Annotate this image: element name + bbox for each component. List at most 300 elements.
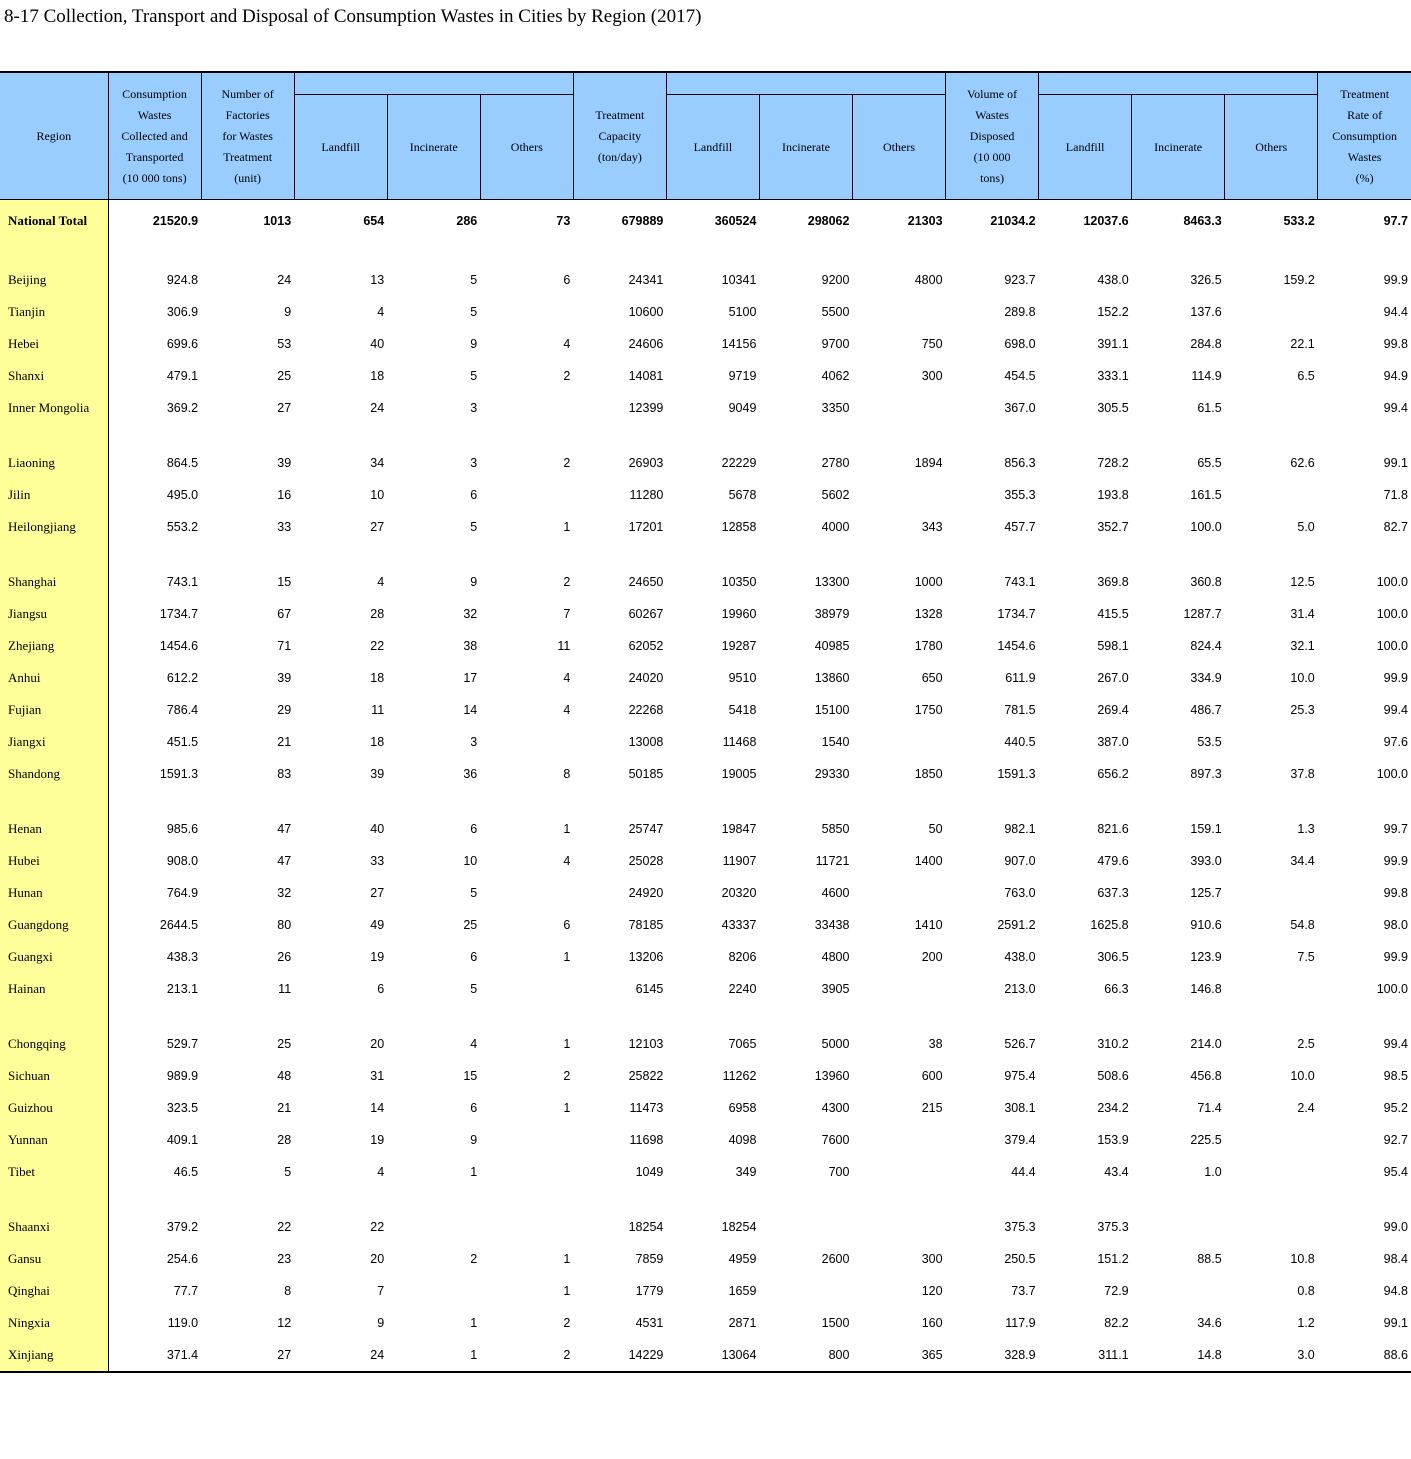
region-name: Inner Mongolia (0, 392, 108, 424)
table-row (0, 694, 1411, 726)
region-name: Guangxi (0, 941, 108, 973)
table-cell: 100.0 (1376, 607, 1408, 621)
table-cell: 99.1 (1383, 1316, 1408, 1330)
table-cell: 1454.6 (997, 639, 1036, 653)
table-cell: 24920 (628, 886, 664, 900)
table-row (0, 813, 1411, 845)
table-cell: 46.5 (173, 1165, 199, 1179)
table-cell: 479.6 (1097, 854, 1129, 868)
table-cell: 215 (921, 1101, 943, 1115)
table-cell: 71 (277, 639, 292, 653)
table-cell: 5500 (821, 305, 850, 319)
spacer-cell (294, 790, 387, 813)
header-line: Consumption (1332, 128, 1397, 143)
table-cell: 78185 (628, 918, 664, 932)
table-row (0, 296, 1411, 328)
table-cell: 387.0 (1097, 735, 1129, 749)
table-cell: 200 (921, 950, 943, 964)
header-region: Region (0, 72, 108, 200)
table-cell: 250.5 (1004, 1252, 1036, 1266)
table-row (0, 1060, 1411, 1092)
table-cell (759, 1211, 852, 1243)
table-cell: 13300 (814, 575, 850, 589)
table-cell: 3 (470, 735, 478, 749)
header-line: Factories (225, 107, 270, 122)
table-cell: 8463.3 (1183, 213, 1222, 228)
table-cell: 323.5 (166, 1101, 199, 1115)
table-cell (852, 973, 945, 1005)
table-cell: 438.0 (1004, 950, 1036, 964)
table-cell: 4 (563, 671, 571, 685)
table-cell: 9 (377, 1316, 385, 1330)
region-name: Liaoning (0, 447, 108, 479)
table-cell: 698.0 (1004, 337, 1036, 351)
header-line: Wastes (137, 107, 172, 122)
table-cell: 100.0 (1376, 982, 1408, 996)
table-cell: 62052 (628, 639, 664, 653)
table-cell: 114.9 (1191, 369, 1222, 383)
table-cell: 146.8 (1190, 982, 1222, 996)
table-cell: 415.5 (1097, 607, 1129, 621)
region-name: Ningxia (0, 1307, 108, 1339)
header-line: Wastes (975, 107, 1009, 122)
table-cell: 4 (377, 1165, 385, 1179)
table-cell: 5678 (728, 488, 757, 502)
table-row (0, 909, 1411, 941)
table-cell: 29330 (814, 767, 850, 781)
table-cell: 1894 (914, 456, 943, 470)
table-cell: 47 (277, 854, 292, 868)
table-cell: 15 (277, 575, 292, 589)
table-cell: 26903 (628, 456, 664, 470)
spacer-cell (201, 241, 294, 264)
table-cell: 9719 (728, 369, 757, 383)
header-line: Wastes (1347, 149, 1382, 164)
spacer-cell (108, 790, 201, 813)
table-cell: 99.9 (1383, 671, 1408, 685)
table-cell: 369.2 (166, 401, 199, 415)
table-cell: 598.1 (1097, 639, 1129, 653)
table-cell: 25822 (628, 1069, 664, 1083)
table-cell: 39 (277, 456, 292, 470)
table-cell: 100.0 (1190, 520, 1222, 534)
spacer-cell (480, 543, 573, 566)
table-cell: 743.1 (1004, 575, 1036, 589)
table-row (0, 1028, 1411, 1060)
table-cell: 533.2 (1283, 213, 1315, 228)
table-row (0, 360, 1411, 392)
region-name: Shaanxi (0, 1211, 108, 1243)
table-header (0, 72, 1411, 200)
header-capacity (573, 72, 666, 200)
table-cell: 824.4 (1190, 639, 1222, 653)
table-cell: 0.8 (1297, 1284, 1315, 1298)
header-disposed-others: Others (1225, 95, 1318, 200)
table-cell: 94.8 (1383, 1284, 1408, 1298)
table-cell: 6 (470, 488, 478, 502)
table-cell: 600 (921, 1069, 943, 1083)
spacer-cell (1318, 241, 1411, 264)
spacer-cell (294, 543, 387, 566)
table-cell: 1013 (263, 213, 292, 228)
header-line: Rate of (1347, 107, 1383, 122)
table-cell: 284.8 (1190, 337, 1222, 351)
table-cell: 5 (470, 273, 478, 287)
table-cell: 48 (277, 1069, 292, 1083)
table-cell: 44.4 (1011, 1165, 1036, 1179)
table-cell: 656.2 (1097, 767, 1129, 781)
spacer-cell (1132, 424, 1225, 447)
table-cell: 1400 (914, 854, 943, 868)
table-cell: 99.9 (1383, 854, 1408, 868)
table-cell: 100.0 (1376, 575, 1408, 589)
table-cell: 38 (463, 639, 478, 653)
spacer-cell (852, 1005, 945, 1028)
table-cell: 22 (277, 1220, 292, 1234)
table-cell: 10.0 (1290, 671, 1315, 685)
table-row (0, 1156, 1411, 1188)
table-cell: 4959 (728, 1252, 757, 1266)
header-line: for Wastes (222, 128, 273, 143)
table-cell: 7.5 (1297, 950, 1315, 964)
table-cell (1225, 392, 1318, 424)
table-cell: 17 (463, 671, 478, 685)
table-cell: 1780 (914, 639, 943, 653)
table-cell: 99.0 (1383, 1220, 1408, 1234)
table-cell: 6 (563, 918, 571, 932)
table-cell: 21 (277, 1101, 292, 1115)
spacer-cell (480, 1005, 573, 1028)
table-row (0, 598, 1411, 630)
spacer-cell (1318, 424, 1411, 447)
table-cell: 11468 (722, 735, 757, 749)
region-name: Jilin (0, 479, 108, 511)
spacer-cell (946, 543, 1039, 566)
table-cell: 781.5 (1004, 703, 1036, 717)
table-cell: 553.2 (166, 520, 199, 534)
header-line: Capacity (598, 128, 642, 143)
table-cell: 38 (928, 1037, 943, 1051)
table-cell: 4531 (635, 1316, 664, 1330)
spacer-cell (1132, 1188, 1225, 1211)
table-cell: 1 (470, 1316, 478, 1330)
table-cell: 1850 (914, 767, 943, 781)
spacer-cell (946, 424, 1039, 447)
table-cell (852, 1124, 945, 1156)
spacer-cell (1132, 1005, 1225, 1028)
table-cell (1225, 1124, 1318, 1156)
table-cell: 95.2 (1383, 1101, 1408, 1115)
table-cell: 13 (370, 273, 385, 287)
spacer-cell (1225, 1005, 1318, 1028)
table-cell: 286 (456, 213, 478, 228)
table-cell: 24341 (628, 273, 664, 287)
table-cell (852, 1211, 945, 1243)
table-row (0, 392, 1411, 424)
spacer-cell (946, 1005, 1039, 1028)
spacer-cell (387, 1188, 480, 1211)
spacer-cell (1225, 241, 1318, 264)
table-cell: 37.8 (1290, 767, 1315, 781)
table-cell: 43.4 (1104, 1165, 1129, 1179)
table-cell: 908.0 (166, 854, 199, 868)
table-cell: 457.7 (1004, 520, 1036, 534)
header-factories-landfill: Landfill (294, 95, 387, 200)
table-cell: 456.8 (1190, 1069, 1222, 1083)
table-cell: 743.1 (166, 575, 199, 589)
table-cell: 3905 (821, 982, 850, 996)
table-cell: 306.9 (166, 305, 199, 319)
table-cell: 22229 (721, 456, 757, 470)
spacer-cell (108, 1188, 201, 1211)
table-cell: 11721 (815, 854, 850, 868)
region-name: Jiangxi (0, 726, 108, 758)
table-cell: 6 (470, 822, 478, 836)
table-cell: 97.6 (1383, 735, 1408, 749)
table-cell: 1500 (821, 1316, 850, 1330)
table-cell: 33 (277, 520, 292, 534)
table-cell: 352.7 (1097, 520, 1129, 534)
spacer-row (0, 1005, 1411, 1028)
spacer-cell (573, 790, 666, 813)
table-cell: 1659 (728, 1284, 757, 1298)
table-cell: 25 (277, 369, 292, 383)
table-cell: 10.0 (1290, 1069, 1315, 1083)
table-cell: 1287.7 (1183, 607, 1222, 621)
region-name: Anhui (0, 662, 108, 694)
table-cell: 18 (370, 369, 385, 383)
table-cell: 14 (463, 703, 478, 717)
table-cell: 36 (463, 767, 478, 781)
table-cell: 1779 (635, 1284, 664, 1298)
table-cell: 125.7 (1190, 886, 1222, 900)
spacer-cell (1225, 790, 1318, 813)
table-cell: 14081 (628, 369, 664, 383)
table-cell: 2 (563, 1316, 571, 1330)
region-name: Fujian (0, 694, 108, 726)
table-cell: 11 (371, 703, 385, 717)
table-cell: 10600 (628, 305, 664, 319)
table-cell: 14.8 (1132, 1339, 1225, 1372)
table-cell: 66.3 (1104, 982, 1129, 996)
spacer-row (0, 424, 1411, 447)
spacer-cell (201, 1005, 294, 1028)
table-cell: 153.9 (1097, 1133, 1129, 1147)
table-cell: 80 (277, 918, 292, 932)
table-cell: 20 (370, 1252, 385, 1266)
table-cell: 2 (563, 575, 571, 589)
table-cell: 5418 (728, 703, 757, 717)
spacer-cell (1318, 790, 1411, 813)
table-cell: 5602 (821, 488, 850, 502)
table-body (0, 200, 1411, 1373)
table-cell: 32 (277, 886, 292, 900)
table-row (0, 1092, 1411, 1124)
table-cell: 11907 (722, 854, 757, 868)
table-cell: 50185 (628, 767, 664, 781)
table-cell: 33438 (814, 918, 850, 932)
waste-table (0, 71, 1411, 1373)
table-cell: 308.1 (1004, 1101, 1036, 1115)
table-cell: 1625.8 (1090, 918, 1129, 932)
header-line: tons) (980, 170, 1005, 185)
table-cell: 9200 (821, 273, 850, 287)
table-cell: 2591.2 (997, 918, 1036, 932)
table-cell: 214.0 (1190, 1037, 1222, 1051)
table-cell: 12103 (628, 1037, 664, 1051)
spacer-cell (666, 424, 759, 447)
table-cell: 360.8 (1190, 575, 1222, 589)
table-cell: 77.7 (173, 1284, 199, 1298)
table-cell: 333.1 (1097, 369, 1129, 383)
spacer-cell (0, 1188, 108, 1211)
table-cell: 32.1 (1290, 639, 1315, 653)
table-cell: 20320 (721, 886, 757, 900)
table-cell: 11262 (722, 1069, 757, 1083)
table-row (0, 630, 1411, 662)
table-cell (852, 877, 945, 909)
table-cell: 1750 (914, 703, 943, 717)
table-cell: 4800 (914, 273, 943, 287)
table-cell: 100.0 (1376, 767, 1408, 781)
table-cell (1225, 1156, 1318, 1188)
table-cell: 71.4 (1197, 1101, 1222, 1115)
table-cell: 326.5 (1190, 273, 1222, 287)
table-cell: 34 (370, 456, 385, 470)
table-cell: 65.5 (1197, 456, 1222, 470)
table-cell: 100.0 (1376, 639, 1408, 653)
table-row (0, 1307, 1411, 1339)
region-name: Xinjiang (0, 1339, 108, 1372)
table-cell: 12858 (721, 520, 757, 534)
region-name: Hebei (0, 328, 108, 360)
table-cell: 7 (377, 1284, 385, 1298)
table-cell: 11473 (629, 1101, 664, 1115)
header-line: Treatment (1340, 86, 1390, 101)
region-name: Sichuan (0, 1060, 108, 1092)
table-cell: 451.5 (166, 735, 199, 749)
table-cell: 21303 (907, 213, 943, 228)
table-row (0, 511, 1411, 543)
table-cell: 27 (277, 401, 292, 415)
table-cell: 28 (370, 607, 385, 621)
table-cell: 1.3 (1297, 822, 1315, 836)
spacer-cell (1225, 1188, 1318, 1211)
table-cell: 24 (294, 1339, 387, 1372)
table-cell: 60267 (628, 607, 664, 621)
table-cell: 24 (277, 273, 292, 287)
table-cell: 40 (370, 822, 385, 836)
table-cell: 254.6 (166, 1252, 199, 1266)
table-cell: 2.4 (1297, 1101, 1315, 1115)
header-line: (unit) (234, 170, 261, 185)
spacer-cell (759, 1188, 852, 1211)
spacer-cell (387, 543, 480, 566)
table-cell: 120 (921, 1284, 943, 1298)
table-cell: 193.8 (1097, 488, 1129, 502)
total-row (0, 200, 1411, 242)
table-cell: 3.0 (1225, 1339, 1318, 1372)
table-cell: 311.1 (1039, 1339, 1132, 1372)
table-cell: 924.8 (166, 273, 199, 287)
table-cell: 611.9 (1005, 671, 1036, 685)
spacer-cell (759, 424, 852, 447)
table-cell (1132, 1275, 1225, 1307)
table-cell: 53 (277, 337, 292, 351)
table-cell: 2600 (821, 1252, 850, 1266)
table-cell: 19960 (721, 607, 757, 621)
spacer-cell (1318, 1005, 1411, 1028)
table-cell: 4 (377, 575, 385, 589)
table-cell: 700 (828, 1165, 850, 1179)
table-cell: 10.8 (1290, 1252, 1315, 1266)
header-line: Treatment (595, 107, 645, 122)
spacer-cell (1039, 543, 1132, 566)
table-cell: 12 (277, 1316, 292, 1330)
spacer-cell (108, 241, 201, 264)
table-cell: 612.2 (166, 671, 199, 685)
table-cell: 5.0 (1297, 520, 1315, 534)
spacer-cell (1039, 790, 1132, 813)
table-cell: 123.9 (1190, 950, 1222, 964)
region-name: Gansu (0, 1243, 108, 1275)
table-cell: 2 (470, 1252, 478, 1266)
spacer-cell (480, 1188, 573, 1211)
table-row (0, 941, 1411, 973)
table-cell: 11 (278, 982, 292, 996)
spacer-row (0, 1188, 1411, 1211)
table-cell: 12399 (628, 401, 664, 415)
table-cell: 379.2 (166, 1220, 199, 1234)
spacer-cell (108, 1005, 201, 1028)
spacer-row (0, 790, 1411, 813)
table-cell: 26 (277, 950, 292, 964)
spacer-cell (294, 241, 387, 264)
spacer-cell (108, 424, 201, 447)
spacer-cell (759, 543, 852, 566)
table-cell: 5 (470, 305, 478, 319)
spacer-cell (666, 1005, 759, 1028)
table-cell: 39 (277, 671, 292, 685)
header-capacity-breakdown (666, 72, 945, 95)
spacer-cell (1132, 543, 1225, 566)
table-cell: 117.9 (1005, 1316, 1036, 1330)
table-cell (1132, 1211, 1225, 1243)
header-disposed-landfill: Landfill (1039, 95, 1132, 200)
header-line: (10 000 tons) (122, 170, 187, 185)
table-cell: 982.1 (1004, 822, 1036, 836)
table-cell: 637.3 (1097, 886, 1129, 900)
spacer-cell (1039, 241, 1132, 264)
table-cell: 13064 (666, 1339, 759, 1372)
table-cell: 910.6 (1190, 918, 1222, 932)
table-cell: 25 (463, 918, 478, 932)
region-name: Jiangsu (0, 598, 108, 630)
table-cell: 1 (563, 520, 571, 534)
spacer-cell (666, 543, 759, 566)
spacer-cell (1225, 543, 1318, 566)
table-cell: 22268 (628, 703, 664, 717)
spacer-cell (852, 241, 945, 264)
header-disposed (946, 72, 1039, 200)
spacer-cell (480, 241, 573, 264)
region-name: Yunnan (0, 1124, 108, 1156)
table-cell (1225, 973, 1318, 1005)
spacer-cell (387, 790, 480, 813)
table-cell: 4600 (821, 886, 850, 900)
table-cell: 22 (370, 639, 385, 653)
table-cell: 786.4 (166, 703, 199, 717)
